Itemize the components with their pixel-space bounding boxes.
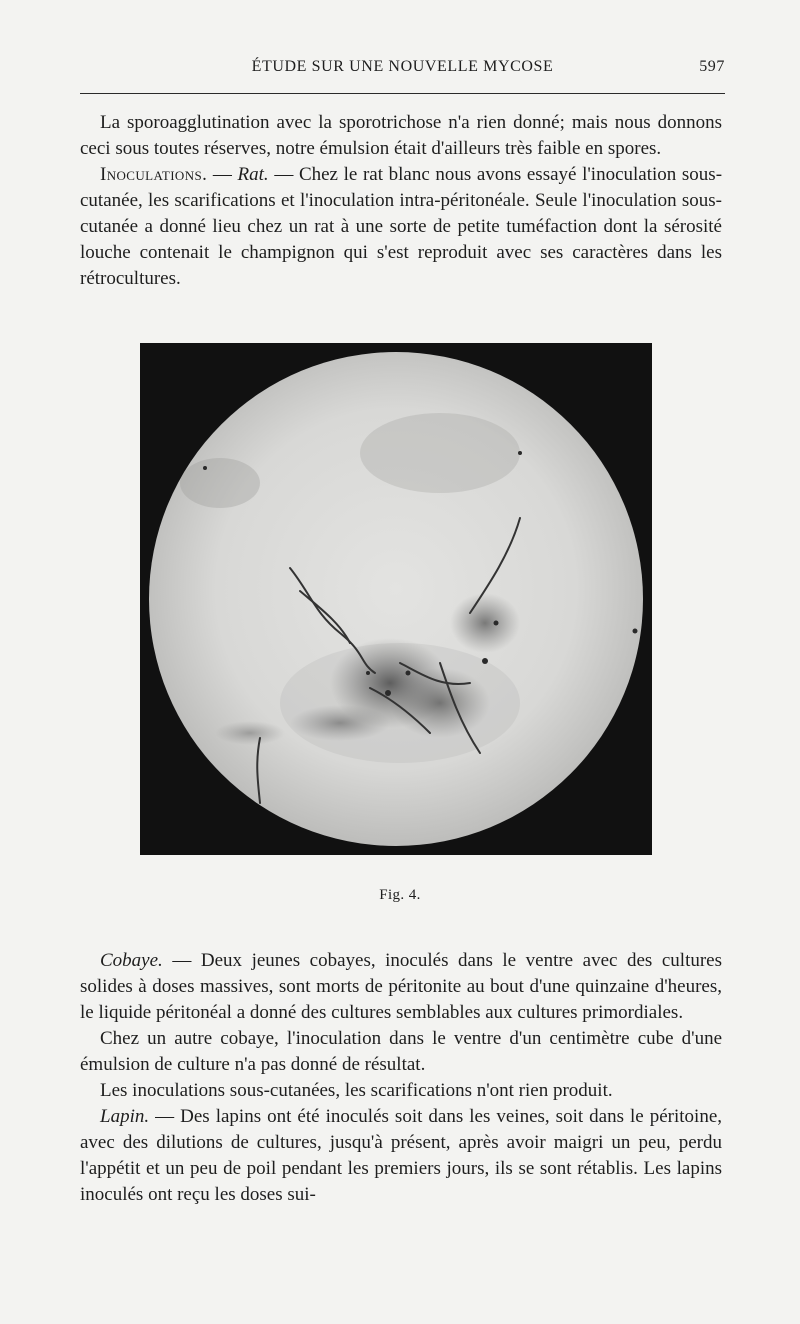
- em-dash: —: [268, 164, 299, 185]
- animal-label-lapin: Lapin.: [100, 1106, 150, 1127]
- section-heading-inoculations: Inoculations.: [100, 164, 208, 185]
- paragraph-cobaye: [80, 948, 722, 1026]
- animal-label-rat: Rat.: [237, 164, 269, 185]
- paragraph-inoculations-rat: [80, 162, 722, 292]
- paragraph-body: Des lapins ont été inoculés soit dans les veines, soit dans le péritoine, avec des dilutions de cultures, jusqu'à présent, après avoir maigri un peu, perdu l'appétit et un peu de poil pendant les premiers jours, ils se sont rétablis. Les lapins inoculés ont reçu les doses sui-: [80, 1106, 723, 1205]
- em-dash: —: [149, 1106, 181, 1127]
- paragraph-lapin: [80, 1104, 722, 1208]
- paragraph-autre-cobaye: Chez un autre cobaye, l'inoculation dans le ventre d'un centimètre cube d'une émulsion de culture n'a pas donné de résultat.: [80, 1028, 722, 1075]
- figure-caption: Fig. 4.: [379, 887, 421, 903]
- em-dash: —: [207, 164, 238, 185]
- micrograph-figure: [140, 343, 652, 855]
- paragraph-body: Deux jeunes cobayes, inoculés dans le ventre avec des cultures solides à doses massives, sont morts de péritonite au bout d'une quinzaine d'heures, le liquide péritonéal a donné des cultures semblables aux cultures primordiales.: [80, 950, 722, 1023]
- paragraph-sous-cutanees: Les inoculations sous-cutanées, les scarifications n'ont rien produit.: [100, 1080, 613, 1101]
- running-title: ÉTUDE SUR UNE NOUVELLE MYCOSE: [251, 58, 554, 75]
- top-text-block: [80, 110, 722, 292]
- page-number: 597: [699, 58, 725, 75]
- micrograph-image: [140, 343, 652, 855]
- page-header: [80, 58, 725, 84]
- em-dash: —: [162, 950, 201, 971]
- header-rule: [80, 93, 725, 94]
- bottom-text-block: [80, 948, 722, 1208]
- paragraph-body: Chez le rat blanc nous avons essayé l'inoculation sous-cutanée, les scarifications et l'inoculation intra-péritonéale. Seule l'inoculation sous-cutanée a donné lieu chez un rat à une sorte de petite tuméfaction dont la sérosité louche contenait le champignon qui s'est reproduit avec ses caractères dans les rétrocultures.: [80, 164, 723, 289]
- paragraph-sporoagglutination: La sporoagglutination avec la sporotrichose n'a rien donné; mais nous donnons ceci sous toutes réserves, notre émulsion était d'ailleurs très faible en spores.: [80, 112, 722, 159]
- animal-label-cobaye: Cobaye.: [100, 950, 163, 971]
